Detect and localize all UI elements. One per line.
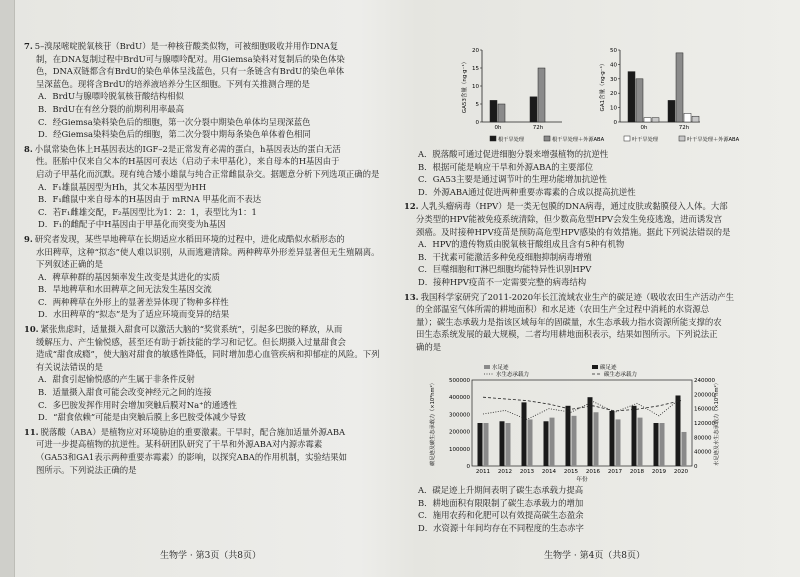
water-capacity-line bbox=[483, 398, 681, 420]
bar bbox=[692, 116, 699, 122]
water-footprint-bar bbox=[682, 432, 687, 466]
answer-option: D．外源ABA通过促进两种重要赤霉素的合成以提高抗逆性 bbox=[418, 186, 636, 197]
question-text: 我国科学家研究了2011-2020年长江流域农业生产的碳足迹（吸收农田生产活动产生 bbox=[420, 291, 735, 302]
legend-swatch bbox=[624, 136, 630, 141]
answer-option: D．水田稗草的“拟态”是为了适应环境而变异的结果 bbox=[38, 309, 230, 320]
question-text: 量）；碳生态承载力是指该区域每年的固碳量，水生态承载力指水资源所能支撑的农 bbox=[416, 316, 722, 327]
x-tick-label: 72h bbox=[678, 125, 690, 131]
question-line bbox=[24, 78, 386, 91]
x-tick-label: 0h bbox=[494, 125, 502, 131]
x-tick-label: 72h bbox=[532, 125, 544, 131]
question-line bbox=[404, 316, 780, 329]
legend-swatch bbox=[679, 136, 685, 141]
question-line bbox=[24, 40, 386, 53]
legend-swatch bbox=[490, 136, 496, 141]
question-text: 缓解压力、产生愉悦感，甚至还有助于新技能的学习和记忆。但长期摄入过量甜食会 bbox=[36, 336, 346, 347]
legend-label: 根干旱处理＋外源ABA bbox=[552, 137, 605, 143]
answer-option: A．稗草种群的基因频率发生改变是其进化的实质 bbox=[38, 271, 220, 282]
carbon-footprint-bar bbox=[610, 411, 615, 466]
water-footprint-bar bbox=[594, 412, 599, 466]
bar bbox=[538, 68, 545, 122]
carbon-footprint-bar bbox=[478, 423, 483, 466]
water-footprint-bar bbox=[550, 418, 555, 466]
y-axis-label: GA53含量（ng·g⁻¹） bbox=[462, 58, 468, 114]
water-footprint-bar bbox=[660, 423, 665, 466]
x-tick-label: 2015 bbox=[563, 469, 579, 475]
question-line bbox=[404, 226, 780, 239]
question-text: 脱落酸（ABA）是植物应对环境胁迫的重要激素。干旱时，配合施加适量外源ABA bbox=[40, 426, 346, 437]
bar bbox=[530, 97, 537, 122]
y-left-tick-label: 200000 bbox=[449, 429, 470, 436]
carbon-footprint-bar bbox=[500, 421, 505, 466]
x-tick-label: 2018 bbox=[629, 469, 645, 475]
bar bbox=[668, 100, 675, 122]
y-right-tick-label: 80000 bbox=[694, 435, 712, 442]
question-line bbox=[24, 143, 386, 156]
legend-swatch bbox=[592, 365, 598, 369]
answer-option: B．干扰素可能激活多种免疫细胞抑制病毒增殖 bbox=[418, 251, 592, 262]
footprint-chart-svg bbox=[424, 362, 724, 484]
legend-label: 叶干旱处理 bbox=[632, 137, 658, 143]
y-tick-label: 5 bbox=[475, 102, 479, 108]
question-text: 5–溴尿嘧啶脱氧核苷（BrdU）是一种核苷酸类似物，可被细胞吸收并用作DNA复 bbox=[34, 41, 339, 51]
y-left-tick-label: 300000 bbox=[449, 412, 470, 419]
answer-option: A．BrdU与腺嘌呤脱氧核苷酸结构相似 bbox=[38, 91, 184, 102]
water-footprint-bar bbox=[616, 419, 621, 466]
legend-label: 水生态承载力 bbox=[496, 372, 530, 378]
y-tick-label: 0 bbox=[475, 120, 479, 126]
answer-option: B．适量摄入甜食可能会改变神经元之间的连接 bbox=[38, 387, 212, 398]
x-tick-label: 2012 bbox=[497, 469, 513, 475]
question-number: 10. bbox=[24, 324, 39, 335]
question-line bbox=[24, 65, 386, 78]
question-line bbox=[24, 323, 386, 336]
y-tick-label: 50 bbox=[610, 48, 617, 54]
question-text: 制，在DNA复制过程中BrdU可与腺嘌呤配对。用Giemsa染料对复制后的染色体染 bbox=[36, 53, 345, 64]
y-left-tick-label: 0 bbox=[466, 464, 470, 470]
x-tick-label: 0h bbox=[640, 125, 648, 131]
water-footprint-bar bbox=[484, 423, 489, 466]
answer-option: C．施用农药和化肥可以有效提高碳生态盈余 bbox=[418, 510, 584, 521]
y-tick-label: 15 bbox=[472, 66, 479, 72]
question-text: 性。胚胎中仅来自父本的H基因可表达（启动子未甲基化），来自母本的H基因由于 bbox=[36, 156, 340, 167]
answer-option: A．碳足迹上升期间表明了碳生态承载力提高 bbox=[418, 485, 584, 495]
answer-option: C．GA53主要是通过调节叶的生理功能增加抗逆性 bbox=[418, 174, 607, 185]
y-axis-label: GA1含量（ng·g⁻¹） bbox=[600, 60, 606, 112]
question-text: 人乳头瘤病毒（HPV）是一类无包膜的DNA病毒，通过皮肤或黏膜侵入人体。大部 bbox=[420, 201, 728, 212]
answer-option: D．接种HPV疫苗不一定需要完整的病毒结构 bbox=[418, 276, 587, 287]
answer-option: D．“甜食依赖”可能是由突触后膜上多巴胺受体减少导致 bbox=[38, 412, 246, 423]
q13-options bbox=[404, 484, 780, 534]
question-number: 11. bbox=[24, 426, 39, 437]
answer-option: C．经Giemsa染料染色后的细胞，第一次分裂中期染色单体均呈现深蓝色 bbox=[38, 116, 311, 127]
legend-label: 叶干旱处理＋外源ABA bbox=[687, 137, 740, 143]
legend-label: 碳生态承载力 bbox=[604, 372, 638, 378]
question-text: 分类型的HPV能被免疫系统清除，但少数高危型HPV会发生免疫逃逸，进而诱发宫 bbox=[416, 213, 722, 224]
answer-option: B．F₁雌鼠中来自母本的H基因由于 mRNA 甲基化而不表达 bbox=[38, 194, 262, 205]
question-line bbox=[24, 53, 386, 66]
question-line bbox=[24, 233, 386, 246]
question-line bbox=[24, 155, 386, 168]
ga-charts bbox=[404, 40, 780, 148]
water-footprint-bar bbox=[506, 423, 511, 466]
question-text: 色，DNA双链都含有BrdU的染色单体呈浅蓝色，只有一条链含有BrdU的染色单体 bbox=[36, 66, 345, 77]
question-text: 图所示。下列说法正确的是 bbox=[36, 464, 137, 475]
legend-label: 根干旱处理 bbox=[498, 137, 524, 143]
answer-option: D．水资源十年间均存在不同程度的生态赤字 bbox=[418, 522, 584, 533]
y-tick-label: 0 bbox=[613, 120, 617, 126]
bar bbox=[676, 53, 683, 122]
question-number: 7. bbox=[24, 41, 33, 51]
x-tick-label: 2014 bbox=[541, 469, 557, 475]
question-text: 造成“甜食成瘾”，使大脑对甜食的敏感性降低，同时增加患心血管疾病和抑郁症的风险。下列有关说法错误的是 bbox=[36, 349, 380, 372]
y-tick-label: 10 bbox=[610, 105, 617, 112]
x-tick-label: 2016 bbox=[585, 469, 601, 475]
answer-option: B．BrdU在有丝分裂的前期利用率最高 bbox=[38, 103, 184, 114]
question-text: （GA53和GA1表示两种重要赤霉素）的影响，以探究ABA的作用机制，实验结果如 bbox=[36, 452, 347, 462]
y-right-axis-label: 水足迹及水生态承载力（×10³hm²） bbox=[714, 380, 720, 466]
y-right-tick-label: 200000 bbox=[694, 392, 715, 399]
answer-option: C．多巴胺发挥作用时会增加突触后膜对Na⁺的通透性 bbox=[38, 399, 238, 410]
spacer bbox=[404, 354, 780, 356]
question-line bbox=[24, 168, 386, 181]
y-tick-label: 10 bbox=[472, 84, 479, 90]
x-tick-label: 2013 bbox=[519, 469, 535, 475]
question-number: 12. bbox=[404, 201, 419, 212]
y-left-tick-label: 500000 bbox=[449, 378, 470, 384]
question-line bbox=[24, 426, 386, 439]
question-text: 田生态系统发展的最大规模，二者均用耕地面积表示，结果如图所示。下列说法正 bbox=[416, 329, 718, 340]
bar bbox=[644, 118, 651, 122]
carbon-footprint-bar bbox=[544, 421, 549, 466]
y-left-tick-label: 100000 bbox=[449, 446, 470, 453]
water-footprint-bar bbox=[638, 418, 643, 466]
y-tick-label: 20 bbox=[610, 91, 617, 98]
y-right-tick-label: 0 bbox=[694, 464, 698, 470]
legend-label: 水足迹 bbox=[492, 365, 509, 371]
question-text: 水田稗草，这种“拟态”使人难以识别，从而逃避清除。两种稗草外形差异显著但无生殖隔离。下列叙述正确的是 bbox=[36, 246, 380, 270]
bar bbox=[684, 113, 691, 122]
question-line bbox=[24, 464, 386, 477]
legend-label: 碳足迹 bbox=[600, 365, 617, 371]
bar bbox=[628, 72, 635, 122]
question-line bbox=[24, 451, 386, 464]
footprint-chart bbox=[424, 362, 724, 484]
answer-option: C．两种稗草在外形上的显著差异体现了物种多样性 bbox=[38, 296, 229, 307]
water-footprint-bar bbox=[528, 419, 533, 466]
y-tick-label: 40 bbox=[610, 62, 617, 69]
question-line bbox=[24, 246, 386, 271]
footer-right: 生物学 · 第4页（共8页） bbox=[544, 551, 646, 561]
y-left-axis-label: 碳足迹及碳生态承载力（×10³hm²） bbox=[430, 380, 436, 466]
y-right-tick-label: 40000 bbox=[694, 449, 712, 456]
answer-option: A．F₁雄鼠基因型为Hh，其父本基因型为HH bbox=[38, 181, 207, 192]
carbon-footprint-bar bbox=[566, 406, 571, 466]
bar bbox=[498, 104, 505, 122]
answer-option: C．巨噬细胞和T淋巴细胞均能特异性识别HPV bbox=[418, 264, 592, 275]
answer-option: D．经Giemsa染料染色后的细胞，第二次分裂中期每条染色单体着色相同 bbox=[38, 129, 311, 140]
question-number: 8. bbox=[24, 143, 33, 154]
question-line bbox=[24, 438, 386, 451]
question-number: 13. bbox=[404, 291, 419, 302]
x-tick-label: 2019 bbox=[651, 469, 667, 475]
x-axis-label: 年份 bbox=[576, 477, 588, 483]
y-right-tick-label: 240000 bbox=[694, 378, 715, 384]
answer-option: B．耕地面积有限限制了碳生态承载力的增加 bbox=[418, 497, 584, 508]
question-line bbox=[404, 341, 780, 354]
question-text: 小鼠常染色体上H基因表达的IGF–2是正常发育必需的蛋白，h基因表达的蛋白无活 bbox=[34, 143, 341, 154]
carbon-footprint-bar bbox=[654, 423, 659, 466]
question-line bbox=[24, 348, 386, 373]
water-footprint-bar bbox=[572, 416, 577, 466]
bar bbox=[490, 100, 497, 122]
carbon-footprint-bar bbox=[588, 397, 593, 466]
answer-option: B．根据可能是响应干旱和外源ABA的主要部位 bbox=[418, 161, 594, 172]
question-text: 确的是 bbox=[416, 341, 442, 352]
bar bbox=[652, 118, 659, 122]
question-text: 呈深蓝色。现将含BrdU的培养液培养分生区细胞。下列有关推测合理的是 bbox=[36, 78, 310, 89]
carbon-footprint-bar bbox=[522, 402, 527, 466]
question-text: 紧张焦虑时，适量摄入甜食可以激活大脑的“奖赏系统”，引起多巴胺的释放，从而 bbox=[40, 324, 343, 335]
y-left-tick-label: 400000 bbox=[449, 395, 470, 402]
y-right-tick-label: 160000 bbox=[694, 406, 715, 413]
question-line bbox=[404, 328, 780, 341]
question-text: 的全部温室气体所需的耕地面积）和水足迹（农田生产全过程中消耗的水资源总 bbox=[416, 304, 710, 315]
question-text: 研究者发现，某些旱地稗草在长期适应水稻田环境的过程中，进化成酷似水稻形态的 bbox=[34, 233, 345, 244]
question-text: 启动子甲基化而沉默。现有纯合矮小雄鼠与纯合正常雌鼠杂交。据题意分析下列选项正确的是 bbox=[36, 168, 380, 179]
question-number: 9. bbox=[24, 233, 33, 244]
question-line bbox=[404, 303, 780, 316]
question-line bbox=[24, 336, 386, 349]
question-line bbox=[404, 200, 780, 213]
x-tick-label: 2017 bbox=[607, 469, 623, 475]
plot-frame bbox=[472, 380, 692, 466]
question-line bbox=[404, 291, 780, 304]
carbon-footprint-bar bbox=[632, 406, 637, 466]
answer-option: C．若F₁雌雄交配，F₂基因型比为1：2：1，表型比为1：1 bbox=[38, 206, 257, 217]
x-tick-label: 2011 bbox=[475, 469, 491, 475]
answer-option: A．HPV的遗传物质由脱氧核苷酸组成且含有5种有机物 bbox=[418, 239, 625, 250]
spacer bbox=[24, 476, 386, 478]
question-text: 颈癌。及时接种HPV疫苗是预防高危型HPV感染的有效措施。据此下列说法错误的是 bbox=[416, 226, 731, 237]
carbon-capacity-line bbox=[483, 397, 681, 411]
legend-swatch bbox=[484, 365, 490, 369]
question-line bbox=[404, 213, 780, 226]
question-text: 可进一步提高植物的抗逆性。某科研团队研究了干旱和外源ABA对内源赤霉素 bbox=[36, 439, 323, 450]
x-tick-label: 2020 bbox=[673, 469, 689, 475]
y-tick-label: 30 bbox=[610, 76, 617, 83]
left-column bbox=[24, 40, 386, 478]
carbon-footprint-bar bbox=[676, 395, 681, 466]
answer-option: D．F₁的雌配子中H基因由于甲基化而突变为h基因 bbox=[38, 219, 226, 230]
y-tick-label: 20 bbox=[472, 48, 479, 54]
answer-option: A．脱落酸可通过促进细胞分裂来增强植物的抗逆性 bbox=[418, 149, 609, 159]
legend-swatch bbox=[544, 136, 550, 141]
ga-chart-svg bbox=[404, 40, 780, 148]
y-right-tick-label: 120000 bbox=[694, 421, 715, 427]
answer-option: B．旱地稗草和水田稗草之间无法发生基因交流 bbox=[38, 284, 212, 295]
footer-left: 生物学 · 第3页（共8页） bbox=[160, 551, 262, 561]
bar bbox=[636, 79, 643, 122]
answer-option: A．甜食引起愉悦感的产生属于非条件反射 bbox=[38, 374, 195, 385]
right-text bbox=[404, 148, 780, 356]
binding-edge bbox=[0, 0, 15, 577]
